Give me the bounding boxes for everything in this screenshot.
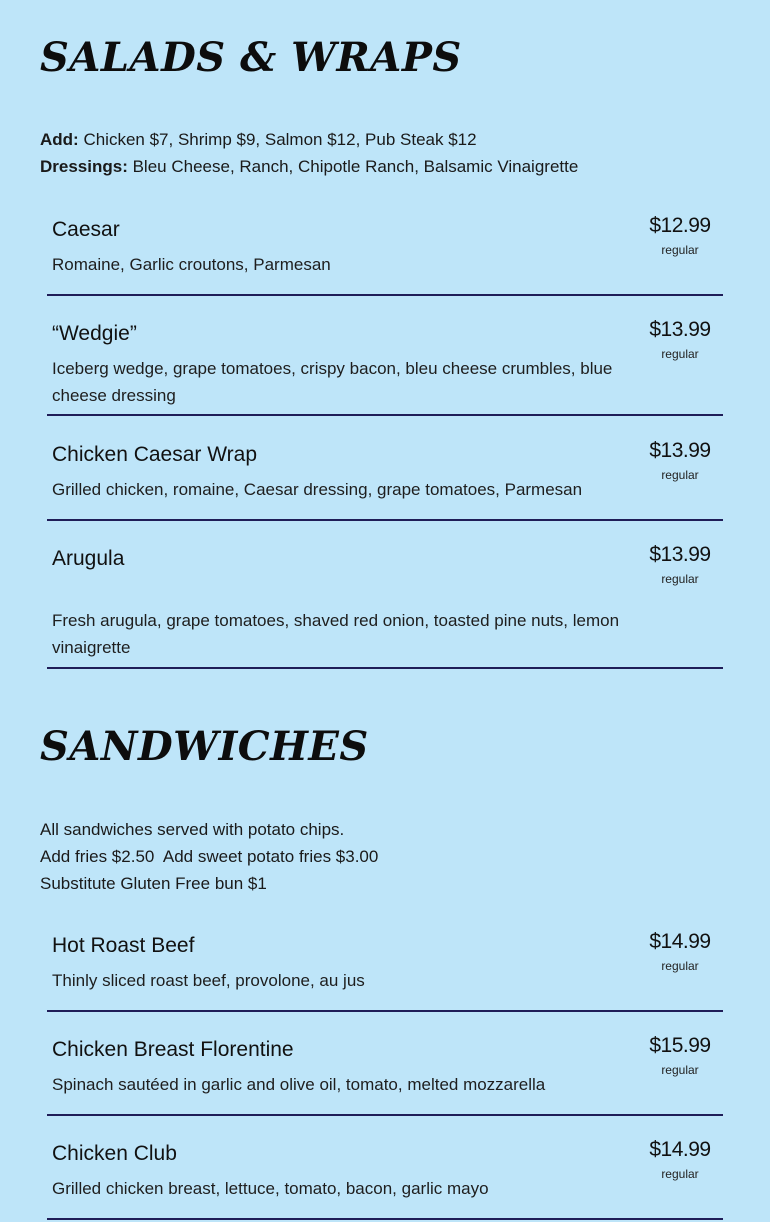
item-size: regular [661, 1063, 699, 1077]
item-price: $14.99 [649, 930, 711, 953]
item-size: regular [661, 959, 699, 973]
price-block [645, 318, 715, 361]
item-description: Grilled chicken, romaine, Caesar dressing, grape tomatoes, Parmesan [52, 480, 583, 499]
item-size: regular [661, 1167, 699, 1181]
item-name: Chicken Caesar Wrap [52, 443, 258, 466]
salads-add-label: Add: [40, 130, 79, 149]
salads-dressings-label: Dressings: [40, 157, 128, 176]
price-block [645, 543, 715, 586]
item-price: $12.99 [649, 214, 711, 237]
menu-item-hot-roast-beef [47, 911, 723, 1012]
item-price: $13.99 [649, 318, 711, 341]
menu-item-wedgie [47, 296, 723, 416]
item-description: Thinly sliced roast beef, provolone, au jus [52, 971, 365, 990]
item-price: $14.99 [649, 1138, 711, 1161]
item-description: Grilled chicken breast, lettuce, tomato, bacon, garlic mayo [52, 1179, 489, 1198]
sandwiches-notes [40, 816, 378, 897]
salads-dressings-text: Bleu Cheese, Ranch, Chipotle Ranch, Balsamic Vinaigrette [127, 157, 579, 176]
sandwiches-section-title: SANDWICHES [40, 723, 369, 770]
item-size: regular [661, 572, 699, 586]
menu-item-chicken-caesar-wrap [47, 417, 723, 521]
price-block [645, 930, 715, 973]
salads-add-line [40, 126, 578, 153]
salads-add-text: Chicken $7, Shrimp $9, Salmon $12, Pub Steak $12 [78, 130, 477, 149]
sandwiches-note-line: Substitute Gluten Free bun $1 [40, 874, 267, 893]
price-block [645, 439, 715, 482]
menu-item-chicken-breast-florentine [47, 1012, 723, 1116]
item-size: regular [661, 243, 699, 257]
salads-dressings-line [40, 153, 578, 180]
menu-item-caesar [47, 196, 723, 296]
item-description: Spinach sautéed in garlic and olive oil, tomato, melted mozzarella [52, 1075, 546, 1094]
sandwiches-note-line: All sandwiches served with potato chips. [40, 820, 345, 839]
item-price: $15.99 [649, 1034, 711, 1057]
item-name: Caesar [52, 218, 120, 241]
item-name: Hot Roast Beef [52, 934, 195, 957]
menu-item-chicken-club [47, 1116, 723, 1220]
item-name: Chicken Club [52, 1142, 177, 1165]
sandwiches-note-line: Add fries $2.50 Add sweet potato fries $3.00 [40, 847, 379, 866]
salads-notes [40, 126, 578, 180]
price-block [645, 1138, 715, 1181]
item-price: $13.99 [649, 543, 711, 566]
salads-section-title: SALADS & WRAPS [40, 34, 462, 81]
item-size: regular [661, 347, 699, 361]
item-name: Arugula [52, 547, 125, 570]
item-size: regular [661, 468, 699, 482]
item-description: Fresh arugula, grape tomatoes, shaved red onion, toasted pine nuts, lemon vinaigrette [52, 611, 620, 657]
item-name: “Wedgie” [52, 322, 137, 345]
menu-item-arugula [47, 521, 723, 669]
price-block [645, 214, 715, 257]
item-description: Romaine, Garlic croutons, Parmesan [52, 255, 331, 274]
price-block [645, 1034, 715, 1077]
item-price: $13.99 [649, 439, 711, 462]
item-name: Chicken Breast Florentine [52, 1038, 294, 1061]
item-description: Iceberg wedge, grape tomatoes, crispy bacon, bleu cheese crumbles, blue cheese dressing [52, 359, 613, 405]
